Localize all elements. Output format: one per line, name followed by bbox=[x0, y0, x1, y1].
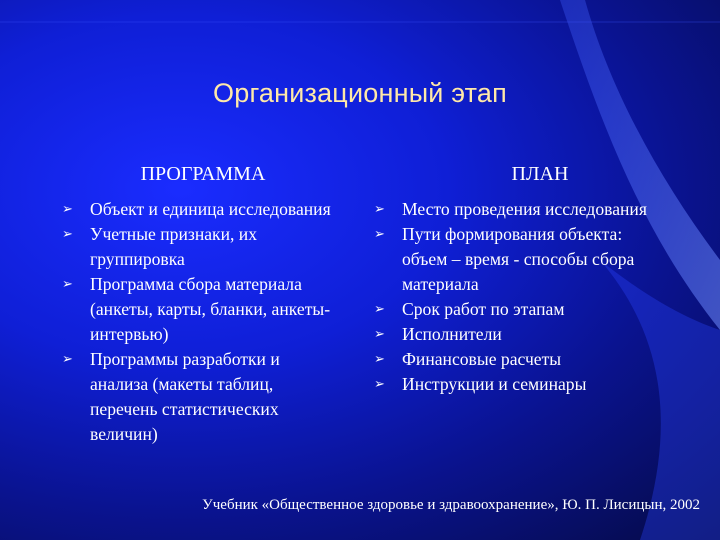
list-item-text: Программы разработки и анализа (макеты таблиц, перечень статистических величин) bbox=[90, 349, 280, 444]
list-item-text: Инструкции и семинары bbox=[402, 374, 587, 394]
arrow-bullet-icon: ➢ bbox=[62, 352, 73, 367]
list-item bbox=[60, 347, 340, 447]
list-item bbox=[60, 272, 340, 347]
list-item-text: Финансовые расчеты bbox=[402, 349, 562, 369]
list-item bbox=[60, 222, 340, 272]
plan-list bbox=[372, 197, 662, 397]
arrow-bullet-icon: ➢ bbox=[374, 202, 385, 217]
list-item bbox=[372, 322, 662, 347]
program-list bbox=[60, 197, 340, 447]
slide-title: Организационный этап bbox=[213, 78, 507, 108]
list-item bbox=[372, 347, 662, 372]
arrow-bullet-icon: ➢ bbox=[374, 377, 385, 392]
arrow-bullet-icon: ➢ bbox=[62, 277, 73, 292]
list-item bbox=[372, 197, 662, 222]
list-item bbox=[372, 222, 662, 297]
column-heading-program: ПРОГРАММА bbox=[140, 163, 266, 185]
list-item-text: Срок работ по этапам bbox=[402, 299, 565, 319]
list-item-text: Программа сбора материала (анкеты, карты, бланки, анкеты-интервью) bbox=[90, 274, 331, 344]
footer-citation: Учебник «Общественное здоровье и здравоохранение», Ю. П. Лисицын, 2002 bbox=[202, 497, 700, 513]
arrow-bullet-icon: ➢ bbox=[374, 227, 385, 242]
arrow-bullet-icon: ➢ bbox=[374, 302, 385, 317]
list-item-text: Место проведения исследования bbox=[402, 199, 647, 219]
list-item-text: Исполнители bbox=[402, 324, 502, 344]
list-item-text: Объект и единица исследования bbox=[90, 199, 331, 219]
list-item bbox=[60, 197, 340, 222]
list-item bbox=[372, 372, 662, 397]
column-heading-plan: ПЛАН bbox=[511, 163, 569, 185]
arrow-bullet-icon: ➢ bbox=[374, 327, 385, 342]
list-item bbox=[372, 297, 662, 322]
list-item-text: Учетные признаки, их группировка bbox=[90, 224, 258, 269]
arrow-bullet-icon: ➢ bbox=[62, 227, 73, 242]
arrow-bullet-icon: ➢ bbox=[374, 352, 385, 367]
list-item-text: Пути формирования объекта: объем – время - способы сбора материала bbox=[402, 224, 635, 294]
arrow-bullet-icon: ➢ bbox=[62, 202, 73, 217]
